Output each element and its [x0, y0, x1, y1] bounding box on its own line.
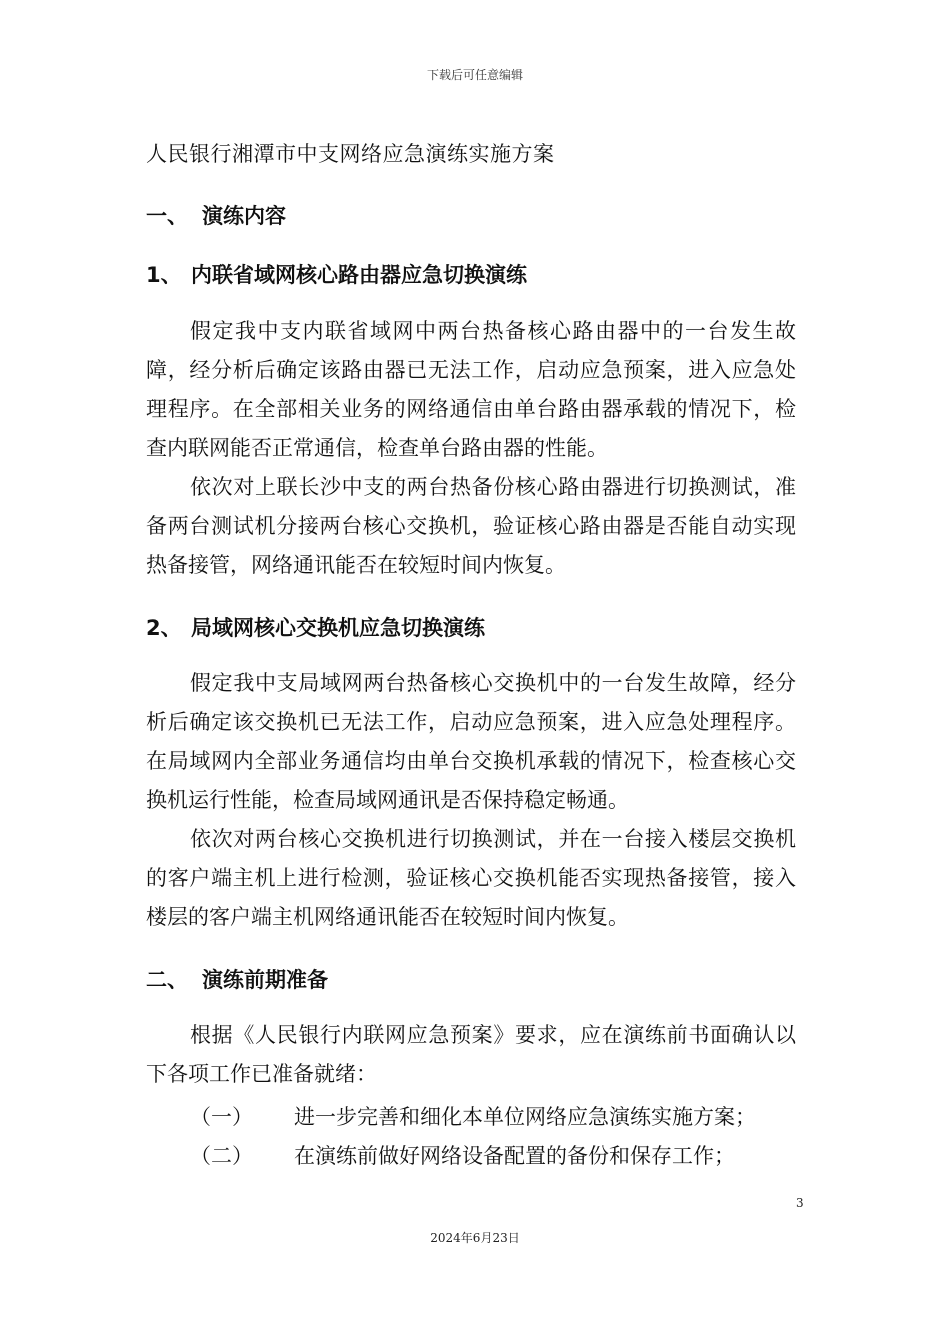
list-item-text: 进一步完善和细化本单位网络应急演练实施方案； — [294, 1105, 756, 1129]
list-item-text: 在演练前做好网络设备配置的备份和保存工作； — [294, 1144, 735, 1168]
document-title: 人民银行湘潭市中支网络应急演练实施方案 — [146, 142, 555, 166]
paragraph: 依次对上联长沙中支的两台热备份核心路由器进行切换测试，准备两台测试机分接两台核心交换机，验证核心路由器是否能自动实现热备接管，网络通讯能否在较短时间内恢复。 — [146, 475, 796, 577]
subsection-heading-2 — [146, 612, 485, 642]
section-number: 二、 — [146, 968, 188, 992]
subsection-label: 局域网核心交换机应急切换演练 — [191, 616, 485, 640]
subsection-number: 1、 — [146, 263, 182, 287]
paragraph: 假定我中支内联省域网中两台热备核心路由器中的一台发生故障，经分析后确定该路由器已无法工作，启动应急预案，进入应急处理程序。在全部相关业务的网络通信由单台路由器承载的情况下，检查内联网能否正常通信，检查单台路由器的性能。 — [146, 319, 796, 460]
list-item-number: （二） — [190, 1144, 253, 1168]
section-heading-1 — [146, 200, 286, 230]
section-heading-2 — [146, 964, 328, 994]
section-number: 一、 — [146, 204, 188, 228]
subsection-heading-1 — [146, 259, 527, 289]
section-label: 演练前期准备 — [202, 968, 328, 992]
paragraph: 假定我中支局域网两台热备核心交换机中的一台发生故障，经分析后确定该交换机已无法工作，启动应急预案，进入应急处理程序。在局域网内全部业务通信均由单台交换机承载的情况下，检查核心交换机运行性能，检查局域网通讯是否保持稳定畅通。 — [146, 671, 796, 812]
list-item-number: （一） — [190, 1105, 253, 1129]
list-item — [190, 1140, 735, 1170]
page-number: 3 — [796, 1196, 804, 1210]
paragraph: 依次对两台核心交换机进行切换测试，并在一台接入楼层交换机的客户端主机上进行检测，验证核心交换机能否实现热备接管，接入楼层的客户端主机网络通讯能否在较短时间内恢复。 — [146, 827, 796, 929]
list-item — [190, 1101, 756, 1131]
paragraph: 根据《人民银行内联网应急预案》要求，应在演练前书面确认以下各项工作已准备就绪： — [146, 1023, 796, 1086]
page-header: 下载后可任意编辑 — [426, 68, 523, 82]
subsection-label: 内联省域网核心路由器应急切换演练 — [191, 263, 527, 287]
subsection-number: 2、 — [146, 616, 182, 640]
section-label: 演练内容 — [202, 204, 286, 228]
page-footer-date: 2024年6月23日 — [430, 1231, 520, 1245]
